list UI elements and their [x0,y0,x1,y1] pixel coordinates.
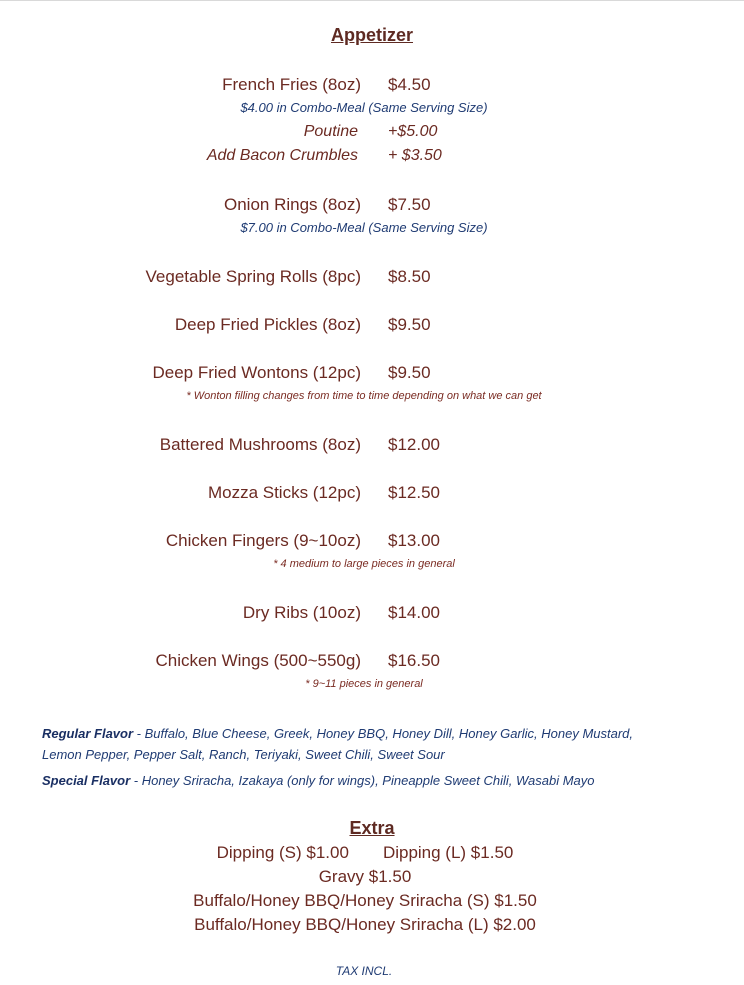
item-price: $12.50 [388,483,440,502]
item-note: * 9~11 pieces in general [305,678,423,690]
item-price: $14.00 [388,603,440,622]
item-name: Deep Fried Wontons (12pc) [152,363,361,382]
appetizer-heading: Appetizer [330,25,413,45]
item-price: $13.00 [388,531,440,550]
dipping-line [0,843,730,863]
item-price: $9.50 [388,363,431,382]
item-price: $12.00 [388,435,440,454]
item-price: $4.50 [388,75,431,94]
item-note: * Wonton filling changes from time to time depending on what we can get [186,390,542,402]
extra-heading: Extra [349,818,395,838]
dipping-small: Dipping (S) $1.00 [216,843,349,862]
item-price: +$5.00 [388,123,438,140]
sauce-small-line: Buffalo/Honey BBQ/Honey Sriracha (S) $1.50 [193,891,537,910]
item-name: French Fries (8oz) [222,75,361,94]
special-flavor-list: - Honey Sriracha, Izakaya (only for wings), Pineapple Sweet Chili, Wasabi Mayo [130,773,595,788]
item-price: $8.50 [388,267,431,286]
item-name: Chicken Wings (500~550g) [155,651,361,670]
item-price: + $3.50 [388,147,442,164]
combo-note: $4.00 in Combo-Meal (Same Serving Size) [240,100,488,115]
item-name: Onion Rings (8oz) [223,195,361,214]
tax-note: TAX INCL. [335,964,393,978]
regular-flavor-label: Regular Flavor [42,726,134,741]
dipping-large: Dipping (L) $1.50 [382,843,514,862]
special-flavor-line [42,773,595,788]
item-price: $9.50 [388,315,431,334]
special-flavor-label: Special Flavor [42,773,131,788]
item-name: Vegetable Spring Rolls (8pc) [145,267,361,286]
item-name: Poutine [303,123,358,140]
item-name: Deep Fried Pickles (8oz) [174,315,361,334]
regular-flavor-line [42,726,633,741]
regular-flavor-list: - Buffalo, Blue Cheese, Greek, Honey BBQ, Honey Dill, Honey Garlic, Honey Mustard, [133,726,634,741]
gravy-line: Gravy $1.50 [318,867,412,886]
item-price: $16.50 [388,651,440,670]
item-name: Add Bacon Crumbles [206,147,358,164]
item-name: Battered Mushrooms (8oz) [159,435,361,454]
item-price: $7.50 [388,195,431,214]
top-border [0,0,744,1]
item-note: * 4 medium to large pieces in general [273,558,455,570]
item-name: Dry Ribs (10oz) [242,603,361,622]
sauce-large-line: Buffalo/Honey BBQ/Honey Sriracha (L) $2.00 [194,915,536,934]
item-name: Mozza Sticks (12pc) [207,483,361,502]
item-name: Chicken Fingers (9~10oz) [165,531,361,550]
combo-note: $7.00 in Combo-Meal (Same Serving Size) [240,220,488,235]
regular-flavor-list-cont: Lemon Pepper, Pepper Salt, Ranch, Teriyaki, Sweet Chili, Sweet Sour [42,747,445,762]
